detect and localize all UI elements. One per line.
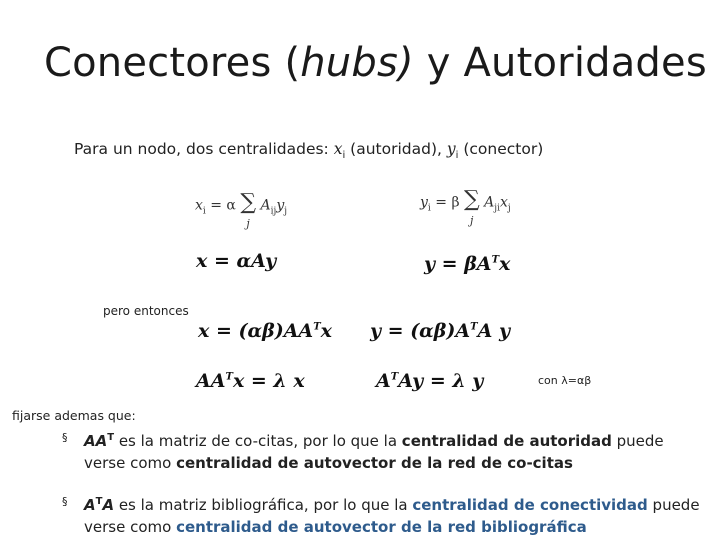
intro-x: x: [333, 140, 343, 158]
sum-index: j: [470, 214, 474, 227]
slide-title: [44, 40, 707, 86]
equation-hub-eigen: [376, 370, 483, 392]
eq-main: x = (αβ)AA: [198, 320, 314, 342]
eq-sup: T: [390, 371, 399, 383]
bullet-bibliographic: [62, 491, 702, 538]
eq-main: A: [376, 370, 391, 392]
intro-y-sub: i: [455, 150, 459, 162]
eq-end: x: [499, 253, 511, 275]
eq-equals: = β: [430, 194, 460, 211]
eq-lhs: x: [195, 197, 203, 214]
intro-middle: (autoridad),: [345, 140, 447, 158]
eq-main: y = βA: [424, 253, 492, 275]
sum-symbol: ∑ j: [240, 190, 257, 230]
bullet-part: puede verse como: [84, 432, 664, 472]
bullet-marker-icon: §: [62, 495, 68, 508]
bullet-part: es la matriz bibliográfica, por lo que la: [114, 496, 413, 514]
sum-symbol: ∑ j: [464, 187, 480, 227]
bullet-lead: A: [84, 496, 96, 514]
bullet-part: puede verse como: [84, 496, 700, 536]
eq-main: y = (αβ)A: [370, 320, 471, 342]
bullet-bold: centralidad de autoridad: [401, 432, 612, 450]
eq-var: x: [499, 194, 508, 211]
intro-start: Para un nodo, dos centralidades:: [74, 140, 334, 158]
eq-end: x = λ x: [232, 370, 305, 392]
eq-lhs-sub: i: [202, 206, 206, 217]
equation-authority-eigen: [196, 370, 305, 392]
equation-authority-matrix: x = αAy: [196, 250, 277, 272]
eq-sup: T: [313, 321, 321, 333]
title-text-end: y Autoridades: [413, 40, 707, 86]
equation-hub-combined: [370, 320, 510, 342]
note-label: fijarse ademas que:: [12, 408, 136, 423]
intro-end: (conector): [458, 140, 544, 158]
eq-end: Ay = λ y: [398, 370, 484, 392]
equation-authority-sum: [195, 190, 288, 230]
eq-sup: T: [491, 254, 500, 266]
bullet-highlight: centralidad de autovector de la red bibliográfica: [176, 518, 587, 536]
bullet-lead-end: A: [102, 496, 115, 514]
title-text-start: Conectores (: [44, 40, 301, 86]
eq-sup: T: [225, 371, 233, 383]
intro-x-sub: i: [342, 150, 346, 162]
intro-text: [74, 140, 543, 161]
bullet-lead: AA: [84, 432, 108, 450]
bullet-highlight: centralidad de conectividad: [412, 496, 648, 514]
bullet-text: [84, 427, 702, 474]
eq-lhs: y: [420, 194, 428, 211]
title-text-italic: hubs): [300, 40, 414, 86]
bullet-lead-sup: T: [95, 496, 103, 507]
eq-term-sub: ij: [270, 206, 277, 217]
eq-end: A y: [477, 320, 511, 342]
equation-authority-combined: [198, 320, 332, 342]
eq-term-sub: ji: [494, 203, 500, 214]
bullet-text: [84, 491, 702, 538]
intro-y: y: [446, 140, 456, 158]
eq-var-sub: j: [507, 203, 511, 214]
eq-end: x: [320, 320, 332, 342]
eq-term: A: [484, 194, 495, 211]
bullet-part: es la matriz de co-citas, por lo que la: [114, 432, 402, 450]
lambda-definition-label: con λ=αβ: [538, 374, 592, 387]
eq-lhs-sub: i: [427, 203, 431, 214]
eq-sup: T: [470, 321, 478, 333]
eq-equals: = α: [205, 197, 236, 214]
equation-hub-sum: [420, 187, 511, 227]
equation-hub-matrix: [424, 253, 510, 275]
bullet-bold: centralidad de autovector de la red de co-citas: [176, 454, 573, 472]
eq-var: y: [276, 197, 285, 214]
pero-entonces-label: pero entonces: [103, 304, 189, 318]
eq-var-sub: j: [284, 206, 288, 217]
bullet-cocitation: [62, 427, 702, 474]
sum-index: j: [246, 217, 250, 230]
bullet-marker-icon: §: [62, 431, 68, 444]
eq-main: AA: [196, 370, 226, 392]
eq-term: A: [260, 197, 271, 214]
bullet-lead-sup: T: [107, 432, 115, 443]
